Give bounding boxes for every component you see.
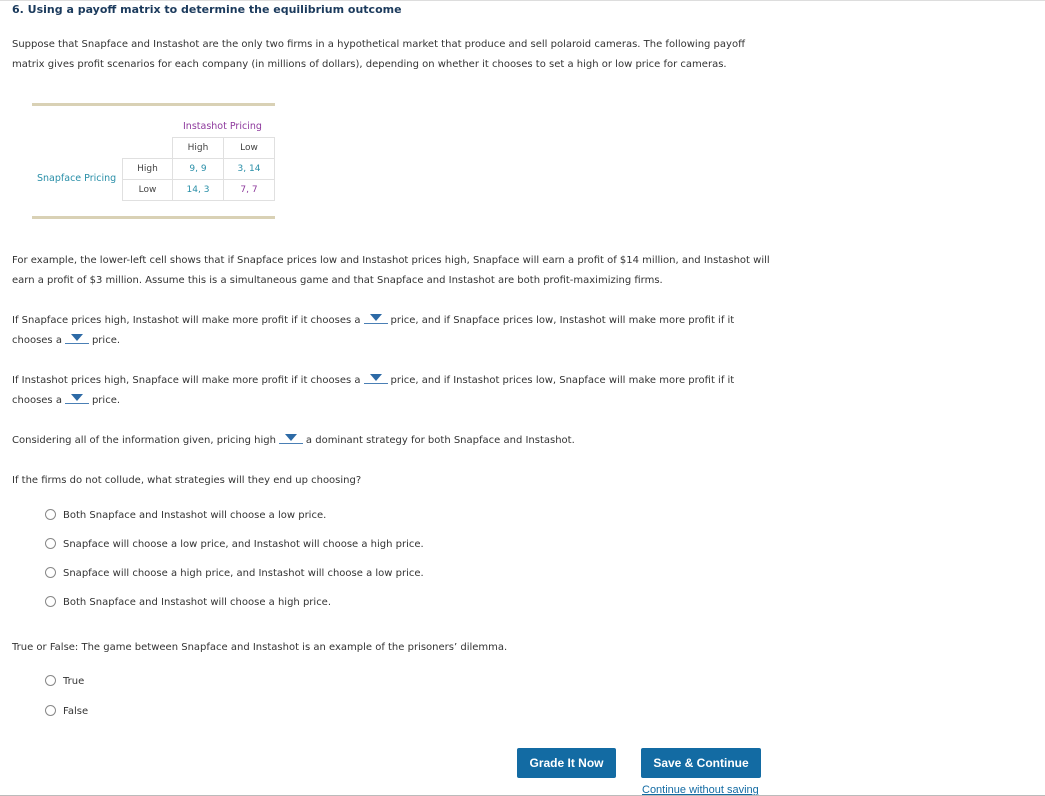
radio-option-false[interactable]: False <box>45 705 88 717</box>
column-player-label: Instashot Pricing <box>183 121 262 132</box>
explanation-text: For example, the lower-left cell shows that if Snapface prices low and Instashot prices high, Snapface will earn a profit of $14 million, and Instashot will earn a profit of $3 million. Assume this is a simultaneous game and that Snapface and Instashot are both profit-maximizing firms. <box>12 255 770 286</box>
dropdown-q1b[interactable] <box>65 332 89 344</box>
radio-option-2[interactable]: Snapface will choose a low price, and Instashot will choose a high price. <box>45 538 424 550</box>
radio-button[interactable] <box>45 538 56 549</box>
intro-text: Suppose that Snapface and Instashot are the only two firms in a hypothetical market that produce and sell polaroid cameras. The following payoff matrix gives profit scenarios for each company (in millions of dollars), depending on whether it chooses to set a high or low price for cameras. <box>12 39 745 70</box>
question-4-prompt: If the firms do not collude, what strategies will they end up choosing? <box>12 475 362 486</box>
payoff-value: 7, 7 <box>240 185 258 195</box>
payoff-cell-low-low <box>224 180 275 201</box>
payoff-matrix <box>122 137 275 201</box>
radio-button[interactable] <box>45 509 56 520</box>
chevron-down-icon <box>370 314 382 321</box>
payoff-value: 14, 3 <box>186 185 210 195</box>
payoff-value: 3, 14 <box>237 164 261 174</box>
continue-without-saving-link[interactable]: Continue without saving <box>642 784 759 796</box>
row-header-low: Low <box>123 180 173 201</box>
payoff-cell-high-low <box>224 159 275 180</box>
radio-option-4[interactable]: Both Snapface and Instashot will choose a high price. <box>45 596 331 608</box>
question-1: If Snapface prices high, Instashot will make more profit if it chooses a price, and if Snapface prices low, Instashot will make more profit if it chooses a price. <box>12 311 772 351</box>
grade-it-now-button[interactable]: Grade It Now <box>517 748 616 778</box>
chevron-down-icon <box>370 374 382 381</box>
chevron-down-icon <box>71 334 83 341</box>
row-player-label: Snapface Pricing <box>37 173 117 184</box>
col-header-high: High <box>173 138 224 159</box>
radio-button[interactable] <box>45 705 56 716</box>
question-title: 6. Using a payoff matrix to determine the equilibrium outcome <box>12 3 402 16</box>
radio-option-true[interactable]: True <box>45 675 84 687</box>
row-header-high: High <box>123 159 173 180</box>
dropdown-q2a[interactable] <box>364 372 388 384</box>
col-header-low: Low <box>224 138 275 159</box>
payoff-cell-low-high <box>173 180 224 201</box>
radio-button[interactable] <box>45 567 56 578</box>
radio-button[interactable] <box>45 675 56 686</box>
question-3: Considering all of the information given, pricing high a dominant strategy for both Snapface and Instashot. <box>12 431 772 451</box>
dropdown-q1a[interactable] <box>364 312 388 324</box>
radio-option-1[interactable]: Both Snapface and Instashot will choose a low price. <box>45 509 326 521</box>
divider <box>0 0 1045 1</box>
question-5-prompt: True or False: The game between Snapface and Instashot is an example of the prisoners’ dilemma. <box>12 642 508 653</box>
chevron-down-icon <box>71 394 83 401</box>
dropdown-q2b[interactable] <box>65 392 89 404</box>
chevron-down-icon <box>285 434 297 441</box>
radio-button[interactable] <box>45 596 56 607</box>
dropdown-q3[interactable] <box>279 432 303 444</box>
save-continue-button[interactable]: Save & Continue <box>641 748 761 778</box>
question-2: If Instashot prices high, Snapface will make more profit if it chooses a price, and if Instashot prices low, Snapface will make more profit if it chooses a price. <box>12 371 772 411</box>
payoff-cell-high-high <box>173 159 224 180</box>
payoff-value: 9, 9 <box>189 164 207 174</box>
radio-option-3[interactable]: Snapface will choose a high price, and Instashot will choose a low price. <box>45 567 424 579</box>
